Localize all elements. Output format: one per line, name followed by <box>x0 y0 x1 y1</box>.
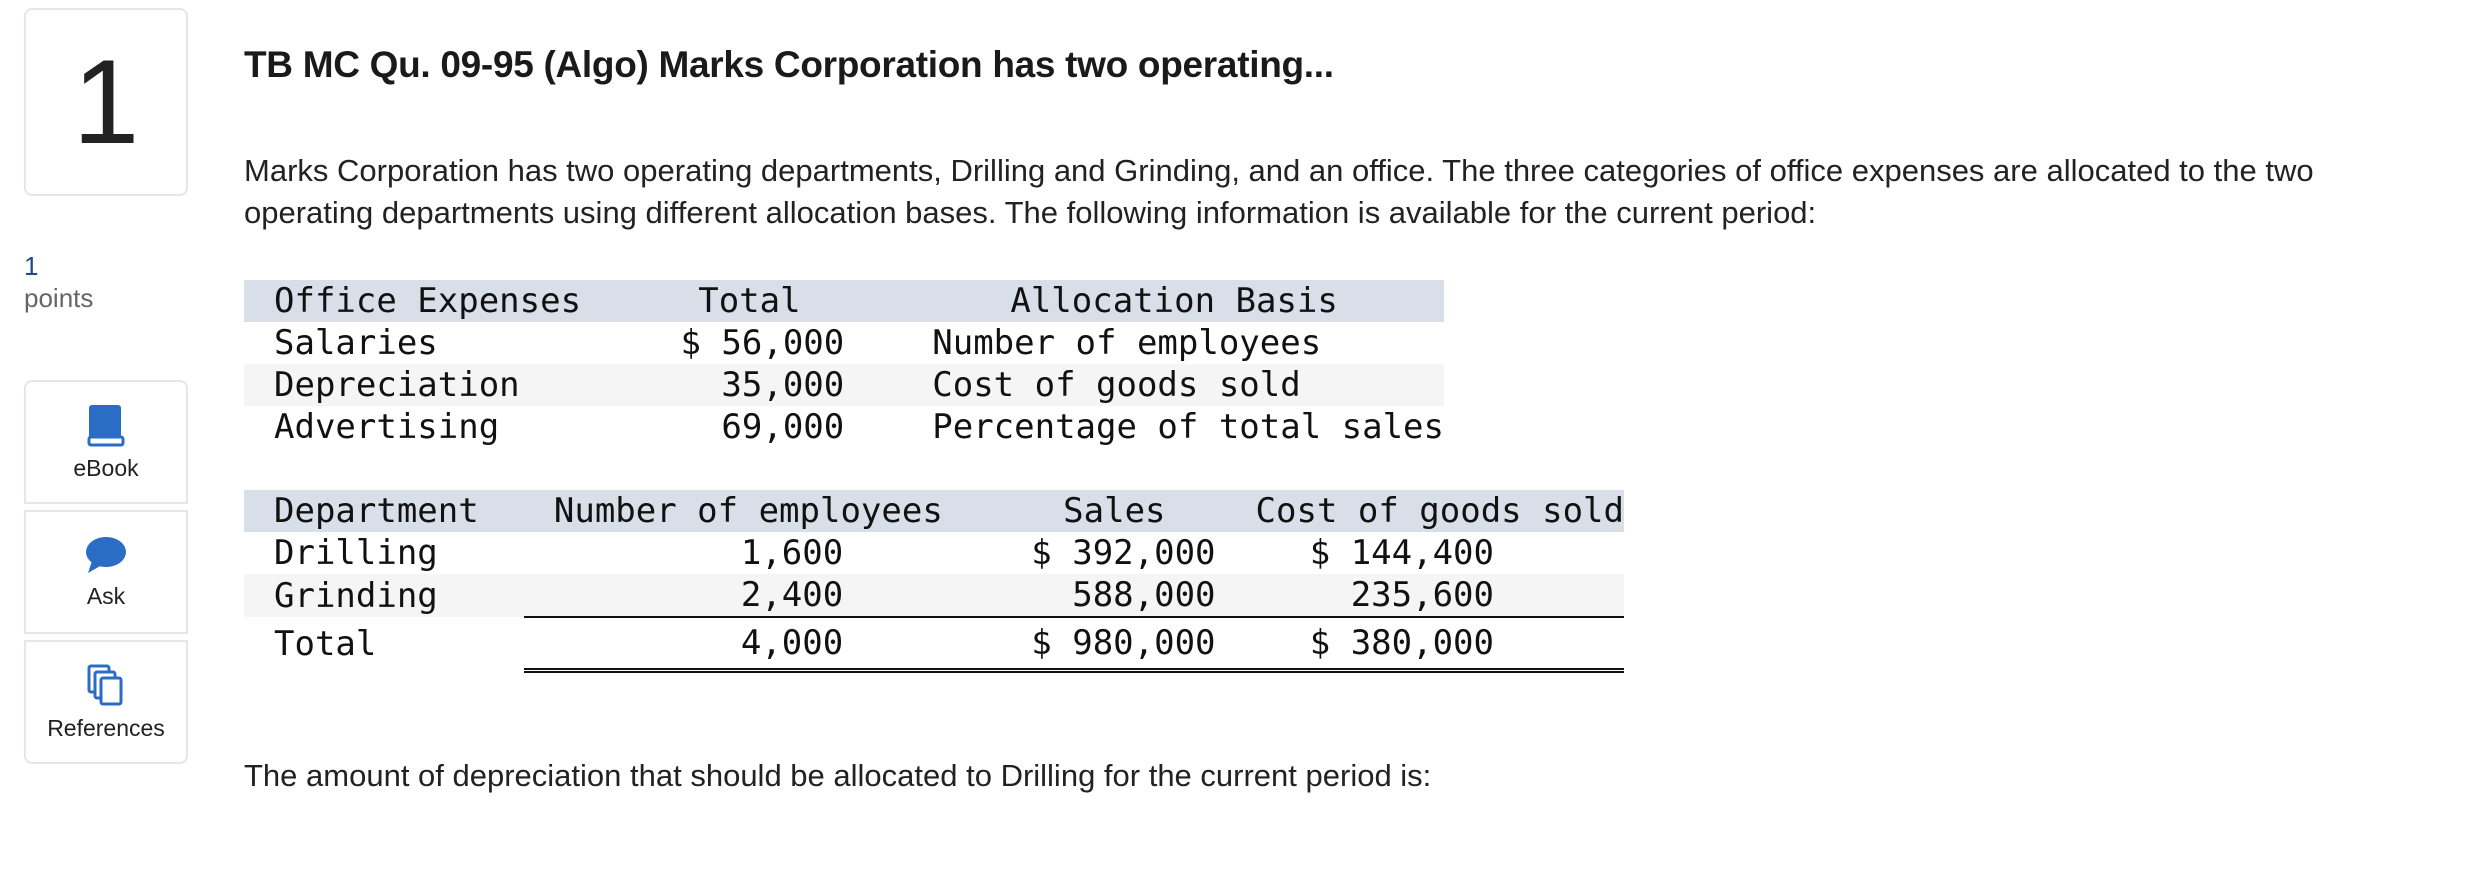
table-row <box>244 532 1624 574</box>
table-cell: Percentage of total sales <box>932 407 1444 447</box>
table-cell: 235,600 <box>1256 574 1624 617</box>
ebook-button[interactable] <box>24 380 188 504</box>
references-button[interactable] <box>24 640 188 764</box>
header-cell: Allocation Basis <box>844 280 1444 322</box>
header-cell: Cost of goods sold <box>1255 491 1624 531</box>
ask-button[interactable] <box>24 510 188 634</box>
question-title: TB MC Qu. 09-95 (Algo) Marks Corporation has two operating... <box>244 44 1334 85</box>
table-cell: 69,000 <box>721 407 845 447</box>
ebook-label: eBook <box>73 454 139 481</box>
header-cell: Department <box>244 490 524 532</box>
table-header-row <box>244 280 1444 322</box>
table-row <box>244 574 1624 617</box>
table-cell: $ 56,000 <box>680 323 845 363</box>
table-cell: Grinding <box>244 574 524 617</box>
table-cell: 2,400 <box>524 574 974 617</box>
table-row <box>244 406 1444 448</box>
table-row <box>244 364 1444 406</box>
table-cell: 35,000 <box>655 364 845 406</box>
table-cell: Number of employees <box>932 323 1322 363</box>
question-ask: The amount of depreciation that should be allocated to Drilling for the current period is: <box>244 758 1432 793</box>
table-cell: Cost of goods sold <box>844 364 1444 406</box>
table-cell: $ 392,000 <box>1031 533 1216 573</box>
points-info <box>24 250 93 314</box>
table-cell: Salaries <box>274 323 438 363</box>
table-cell: $ 380,000 <box>1256 617 1624 671</box>
ask-label: Ask <box>86 582 126 609</box>
table-header-row <box>244 490 1624 532</box>
table-cell: $ 980,000 <box>973 617 1255 671</box>
header-cell: Total <box>655 280 845 322</box>
header-cell: Sales <box>973 490 1255 532</box>
book-icon <box>87 403 125 447</box>
department-table <box>244 490 1624 673</box>
documents-icon <box>86 663 126 707</box>
table-cell: Advertising <box>274 407 500 447</box>
chat-bubble-icon <box>84 535 128 575</box>
table-cell: Drilling <box>274 533 438 573</box>
table-cell: Total <box>274 623 377 664</box>
table-cell: 1,600 <box>740 533 844 573</box>
question-number: 1 <box>24 8 188 196</box>
points-label: points <box>24 283 94 313</box>
references-label: References <box>47 714 165 741</box>
table-total-row <box>244 617 1624 671</box>
table-row <box>244 322 1444 364</box>
header-cell: Office Expenses <box>244 280 655 322</box>
table-cell: $ 144,400 <box>1309 533 1494 573</box>
expenses-table <box>244 280 1444 448</box>
question-prompt: Marks Corporation has two operating departments, Drilling and Grinding, and an office. The three categories of office expenses are allocated to the two operating departments using different allocation bases. The following information is available for the current period: <box>244 153 2314 230</box>
header-cell: Number of employees <box>524 490 974 532</box>
table-cell: Depreciation <box>244 364 655 406</box>
table-cell: 4,000 <box>524 617 974 671</box>
table-cell: 588,000 <box>973 574 1255 617</box>
points-value: 1 <box>24 251 39 281</box>
